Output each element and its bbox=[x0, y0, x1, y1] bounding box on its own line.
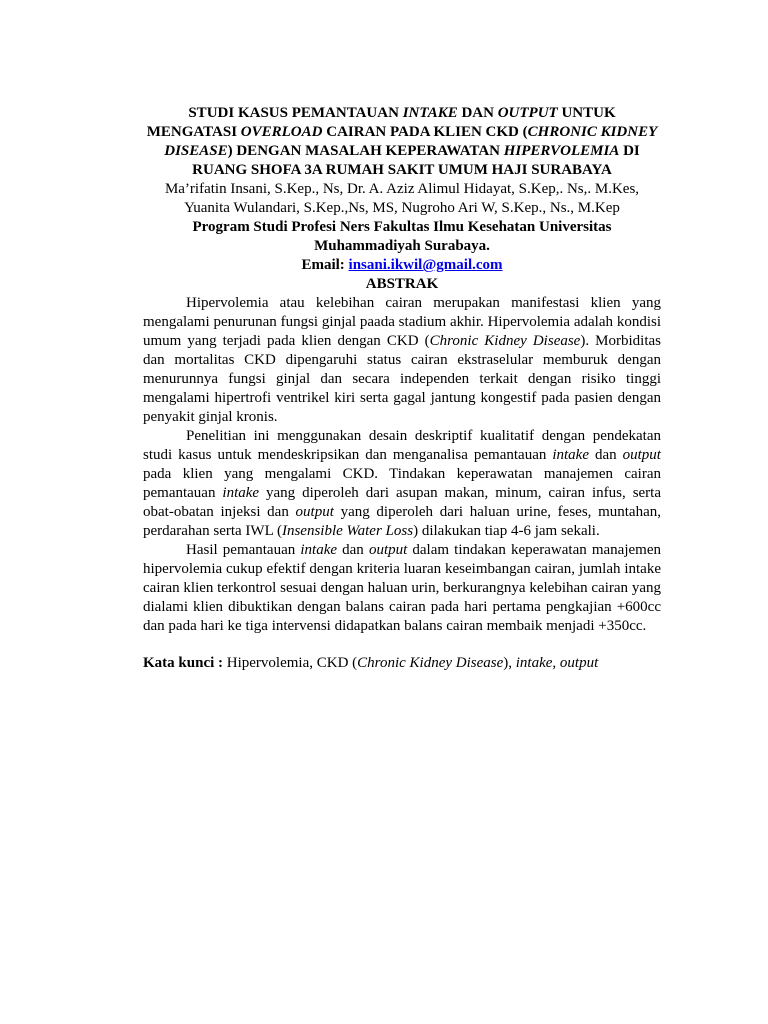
para-text: dan bbox=[337, 542, 369, 558]
affiliation bbox=[143, 218, 661, 256]
title-italic: DISEASE bbox=[164, 143, 228, 159]
para-text: ). Morbiditas dan mortalitas CKD dipengaruhi status cairan ekstraselular memburuk dengan menurunnya fungsi ginjal dan secara independen terkait dengan risiko tinggi mengalami hipertrofi ventrikel kiri serta gagal jantung kongestif pada pasien dengan penyakit ginjal kronis. bbox=[143, 333, 661, 425]
keyword-italic: output bbox=[559, 655, 599, 671]
para-italic: intake bbox=[300, 542, 338, 558]
affiliation-line: Program Studi Profesi Ners Fakultas Ilmu Kesehatan Universitas bbox=[192, 219, 612, 235]
keyword-text: , bbox=[552, 655, 560, 671]
title-italic: INTAKE bbox=[402, 105, 458, 121]
title-text: CAIRAN PADA KLIEN CKD ( bbox=[322, 124, 528, 140]
email-link[interactable]: insani.ikwil@gmail.com bbox=[348, 257, 503, 273]
keywords-label: Kata kunci : bbox=[143, 655, 224, 671]
title-italic: CHRONIC KIDNEY bbox=[527, 124, 658, 140]
para-text: pada klien yang mengalami CKD. Tindakan keperawatan manajemen cairan pemantauan bbox=[143, 466, 661, 501]
para-italic: Chronic Kidney Disease bbox=[429, 333, 581, 349]
abstract-heading: ABSTRAK bbox=[365, 276, 439, 292]
title-italic: OUTPUT bbox=[497, 105, 558, 121]
title-text: STUDI KASUS PEMANTAUAN bbox=[188, 105, 403, 121]
title-italic: HIPERVOLEMIA bbox=[503, 143, 620, 159]
para-italic: output bbox=[295, 504, 334, 520]
para-text: dan bbox=[589, 447, 623, 463]
keyword-italic: Chronic Kidney Disease bbox=[357, 655, 504, 671]
email-line bbox=[143, 256, 661, 275]
paper-title bbox=[143, 104, 661, 180]
para-text: yang diperoleh dari haluan urine, feses, muntahan, perdarahan serta IWL ( bbox=[143, 504, 661, 539]
keywords-line bbox=[143, 654, 661, 673]
document-page bbox=[143, 104, 661, 673]
title-text: UNTUK bbox=[557, 105, 616, 121]
para-italic: Insensible Water Loss bbox=[281, 523, 414, 539]
para-italic: intake bbox=[552, 447, 589, 463]
para-text: Hipervolemia atau kelebihan cairan merupakan manifestasi klien yang mengalami penurunan fungsi ginjal paada stadium akhir. Hipervolemia adalah kondisi umum yang terjadi pada klien dengan CKD ( bbox=[143, 295, 661, 349]
abstract-paragraph-2 bbox=[143, 427, 661, 541]
para-text: yang diperoleh dari asupan makan, minum, cairan infus, serta obat-obatan injeksi dan bbox=[143, 485, 662, 520]
para-text: Penelitian ini menggunakan desain deskriptif kualitatif dengan pendekatan studi kasus untuk mendeskripsikan dan menganalisa pemantauan bbox=[143, 428, 661, 463]
para-italic: output bbox=[622, 447, 661, 463]
affiliation-line: Muhammadiyah Surabaya. bbox=[314, 238, 490, 254]
title-text: DI bbox=[619, 143, 640, 159]
title-text: RUANG SHOFA 3A RUMAH SAKIT UMUM HAJI SURABAYA bbox=[192, 162, 612, 178]
title-italic: OVERLOAD bbox=[240, 124, 323, 140]
title-text: DAN bbox=[457, 105, 498, 121]
abstract-paragraph-3 bbox=[143, 541, 661, 636]
para-text: dalam tindakan keperawatan manajemen hipervolemia cukup efektif dengan kriteria luaran keseimbangan cairan, jumlah intake cairan klien terkontrol sesuai dengan haluan urin, berkurangnya kelebihan cairan yang dialami klien dibuktikan dengan balans cairan pada hari pertama pengkajian +600cc dan pada hari ke tiga intervensi didapatkan balans cairan membaik menjadi +350cc. bbox=[143, 542, 661, 634]
title-text: MENGATASI bbox=[146, 124, 241, 140]
email-label: Email: bbox=[301, 257, 349, 273]
keyword-text: ), bbox=[503, 655, 516, 671]
para-italic: output bbox=[368, 542, 408, 558]
para-text: Hasil pemantauan bbox=[186, 542, 301, 558]
para-italic: intake bbox=[222, 485, 260, 501]
title-text: ) DENGAN MASALAH KEPERAWATAN bbox=[227, 143, 504, 159]
author-line: Yuanita Wulandari, S.Kep.,Ns, MS, Nugroho Ari W, S.Kep., Ns., M.Kep bbox=[184, 200, 620, 216]
keyword-text: Hipervolemia, CKD ( bbox=[223, 655, 358, 671]
abstract-paragraph-1 bbox=[143, 294, 661, 427]
author-line: Ma’rifatin Insani, S.Kep., Ns, Dr. A. Aziz Alimul Hidayat, S.Kep,. Ns,. M.Kes, bbox=[164, 181, 640, 197]
para-text: ) dilakukan tiap 4-6 jam sekali. bbox=[413, 523, 600, 539]
keyword-italic: intake bbox=[515, 655, 553, 671]
author-list bbox=[143, 180, 661, 218]
